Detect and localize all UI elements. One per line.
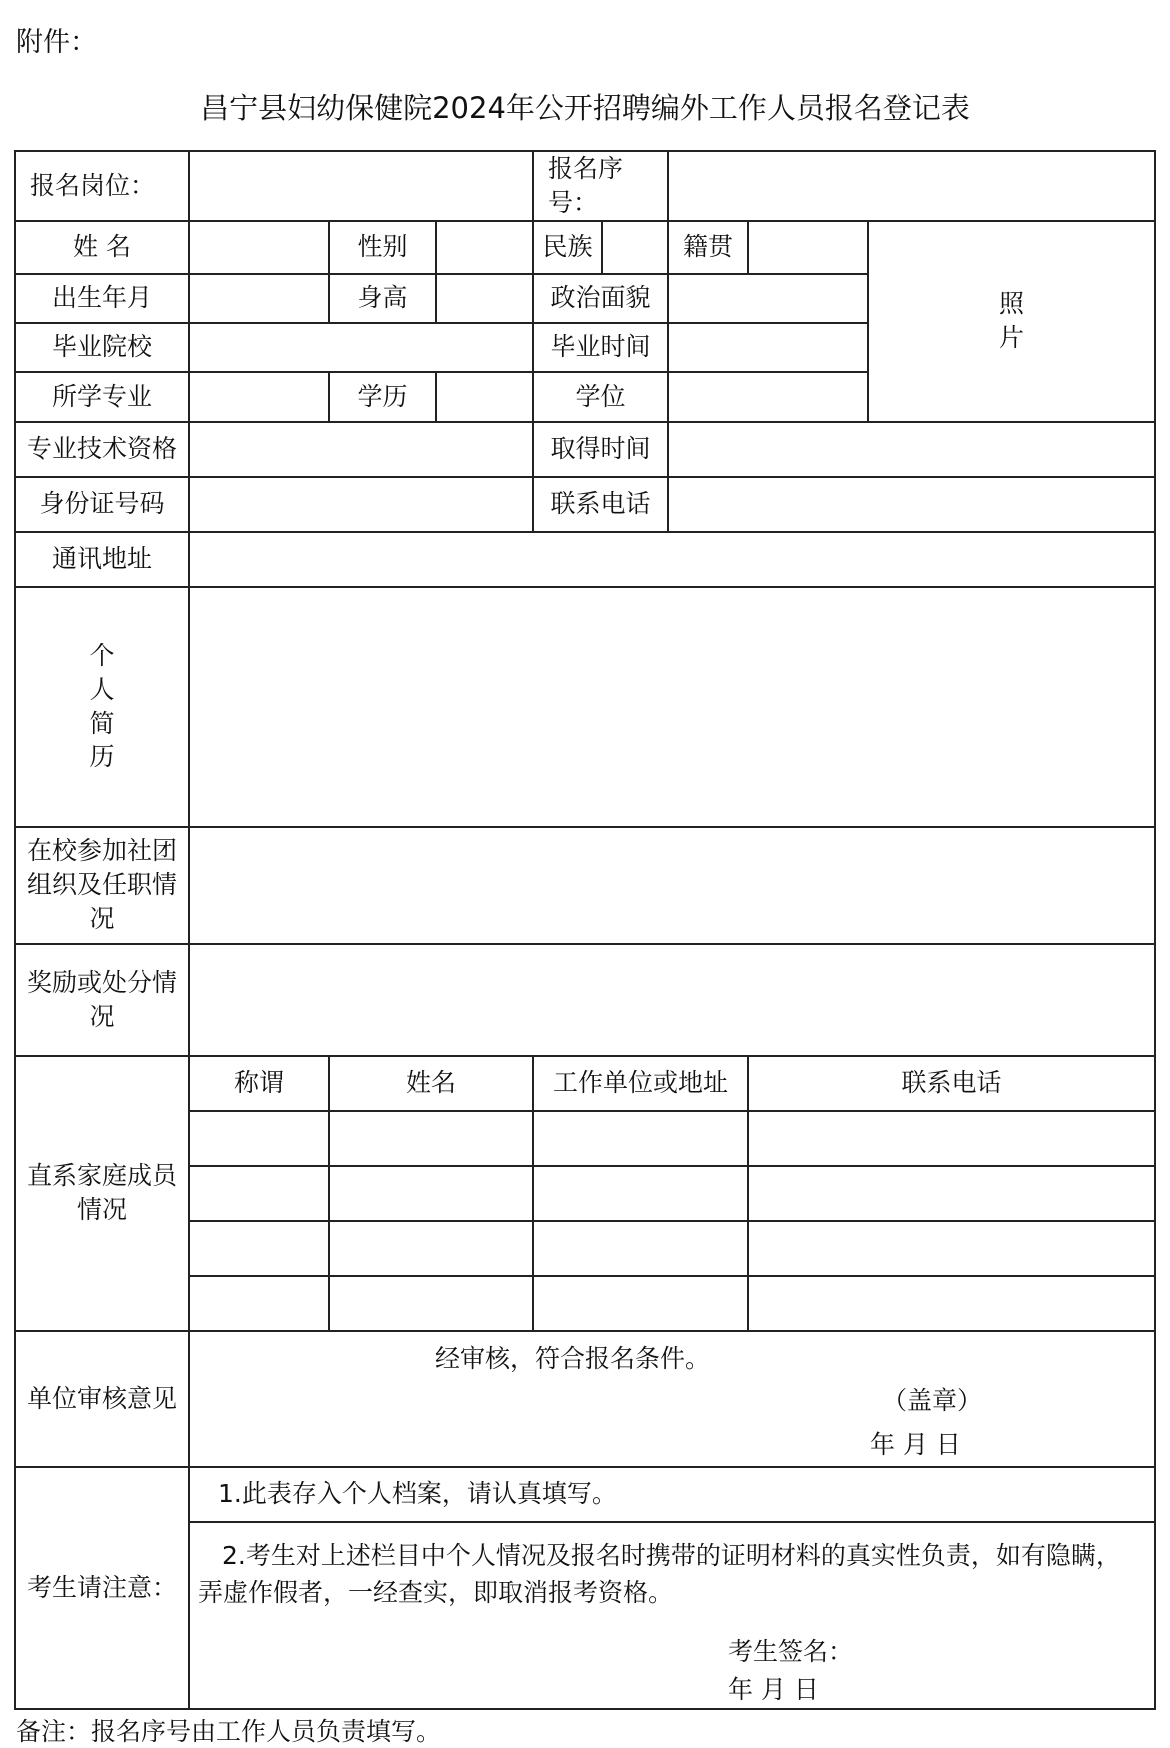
- audit-date: 年 月 日: [870, 1429, 961, 1459]
- obtain-time-label: 取得时间: [533, 422, 668, 477]
- family-title-cell[interactable]: [189, 1166, 329, 1221]
- family-header-work: 工作单位或地址: [533, 1056, 748, 1111]
- apply-position-label: 报名岗位：: [15, 151, 189, 221]
- birth-label: 出生年月: [15, 274, 189, 323]
- phone-label: 联系电话: [533, 477, 668, 532]
- family-phone-cell[interactable]: [748, 1166, 1155, 1221]
- degree-field[interactable]: [668, 372, 868, 422]
- family-phone-cell[interactable]: [748, 1276, 1155, 1331]
- club-label: 在校参加社团组织及任职情况: [15, 827, 189, 944]
- apply-serial-field[interactable]: [668, 151, 1155, 221]
- qualification-field[interactable]: [189, 422, 533, 477]
- major-field[interactable]: [189, 372, 329, 422]
- notice-item-1: 1.此表存入个人档案，请认真填写。: [189, 1467, 1155, 1522]
- native-place-label: 籍贯: [668, 221, 748, 274]
- id-number-field[interactable]: [189, 477, 533, 532]
- political-status-field[interactable]: [668, 274, 868, 323]
- family-header-name: 姓名: [329, 1056, 533, 1111]
- notice-item-2: 2.考生对上述栏目中个人情况及报名时携带的证明材料的真实性负责，如有隐瞒，弄虚作假者，一经查实，即取消报考资格。: [198, 1540, 1121, 1607]
- graduate-time-field[interactable]: [668, 323, 868, 372]
- audit-box: [189, 1331, 1155, 1467]
- signature-label: 考生签名：: [728, 1636, 854, 1666]
- birth-field[interactable]: [189, 274, 329, 323]
- address-label: 通讯地址: [15, 532, 189, 587]
- graduate-time-label: 毕业时间: [533, 323, 668, 372]
- phone-field[interactable]: [668, 477, 1155, 532]
- family-phone-cell[interactable]: [748, 1111, 1155, 1166]
- education-field[interactable]: [436, 372, 533, 422]
- id-number-label: 身份证号码: [15, 477, 189, 532]
- gender-field[interactable]: [436, 221, 533, 274]
- audit-text: 经审核，符合报名条件。: [435, 1343, 711, 1373]
- family-work-cell[interactable]: [533, 1221, 748, 1276]
- qualification-label: 专业技术资格: [15, 422, 189, 477]
- signature-date: 年 月 日: [728, 1674, 819, 1704]
- apply-serial-label: 报名序号：: [533, 151, 668, 221]
- registration-form: [14, 150, 1156, 1710]
- degree-label: 学位: [533, 372, 668, 422]
- attachment-label: 附件：: [16, 27, 97, 58]
- footnote: 备注：报名序号由工作人员负责填写。: [16, 1717, 442, 1746]
- family-header-phone: 联系电话: [748, 1056, 1155, 1111]
- height-label: 身高: [329, 274, 436, 323]
- family-name-cell[interactable]: [329, 1221, 533, 1276]
- notice-box: [189, 1522, 1155, 1709]
- audit-label: 单位审核意见: [15, 1331, 189, 1467]
- club-field[interactable]: [189, 827, 1155, 944]
- family-work-cell[interactable]: [533, 1166, 748, 1221]
- name-field[interactable]: [189, 221, 329, 274]
- family-work-cell[interactable]: [533, 1276, 748, 1331]
- height-field[interactable]: [436, 274, 533, 323]
- family-label: 直系家庭成员情况: [15, 1056, 189, 1331]
- family-name-cell[interactable]: [329, 1111, 533, 1166]
- rewards-label: 奖励或处分情况: [15, 944, 189, 1056]
- ethnicity-field[interactable]: [602, 221, 668, 274]
- obtain-time-field[interactable]: [668, 422, 1155, 477]
- major-label: 所学专业: [15, 372, 189, 422]
- family-name-cell[interactable]: [329, 1166, 533, 1221]
- family-work-cell[interactable]: [533, 1111, 748, 1166]
- gender-label: 性别: [329, 221, 436, 274]
- native-place-field[interactable]: [748, 221, 868, 274]
- resume-label: 个 人 简 历: [15, 587, 189, 827]
- rewards-field[interactable]: [189, 944, 1155, 1056]
- graduate-school-label: 毕业院校: [15, 323, 189, 372]
- political-status-label: 政治面貌: [533, 274, 668, 323]
- family-header-title: 称谓: [189, 1056, 329, 1111]
- seal-text: （盖章）: [882, 1385, 983, 1415]
- photo-box[interactable]: 照 片: [868, 221, 1155, 422]
- resume-field[interactable]: [189, 587, 1155, 827]
- address-field[interactable]: [189, 532, 1155, 587]
- notice-label: 考生请注意：: [15, 1467, 189, 1709]
- family-phone-cell[interactable]: [748, 1221, 1155, 1276]
- family-title-cell[interactable]: [189, 1111, 329, 1166]
- page-title: 昌宁县妇幼保健院2024年公开招聘编外工作人员报名登记表: [200, 91, 970, 125]
- name-label: 姓 名: [15, 221, 189, 274]
- family-title-cell[interactable]: [189, 1221, 329, 1276]
- family-name-cell[interactable]: [329, 1276, 533, 1331]
- apply-position-field[interactable]: [189, 151, 533, 221]
- ethnicity-label: 民族: [533, 221, 602, 274]
- education-label: 学历: [329, 372, 436, 422]
- graduate-school-field[interactable]: [189, 323, 533, 372]
- family-title-cell[interactable]: [189, 1276, 329, 1331]
